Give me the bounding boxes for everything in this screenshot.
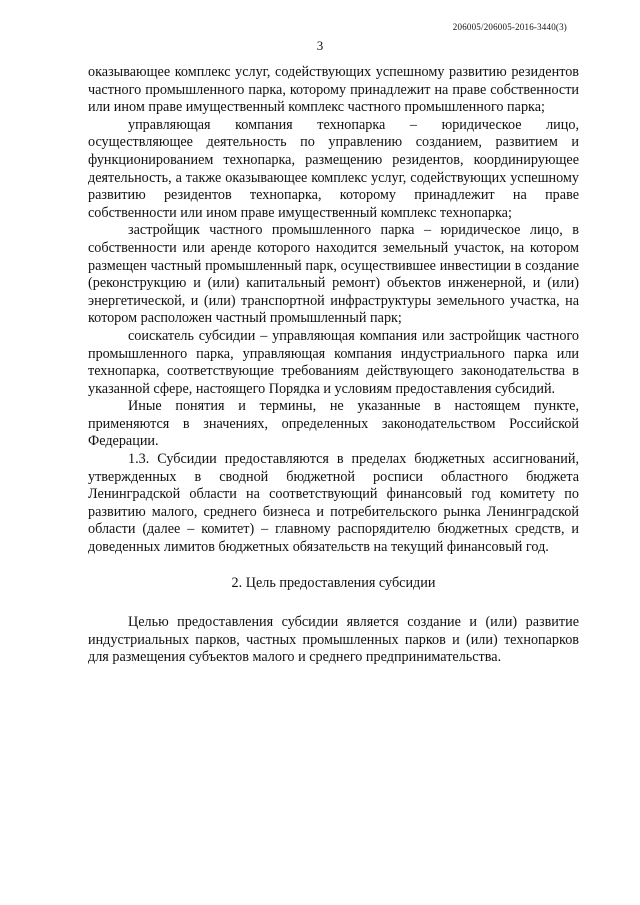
document-id: 206005/206005-2016-3440(3) bbox=[452, 22, 567, 32]
section-heading: 2. Цель предоставления субсидии bbox=[231, 574, 436, 591]
paragraph-continuation: оказывающее комплекс услуг, содействующих успешному развитию резидентов частного промышленного парка, которому принадлежит на праве собственности или ином праве имущественный комплекс частного промышленного парка; bbox=[88, 64, 579, 116]
paragraph-subsidy-purpose: Целью предоставления субсидии является создание и (или) развитие индустриальных парков, частных промышленных парков и (или) технопарков для размещения субъектов малого и среднего предпринимательства. bbox=[88, 614, 579, 666]
paragraph-clause-1-3: 1.3. Субсидии предоставляются в пределах бюджетных ассигнований, утвержденных в сводной бюджетной росписи областного бюджета Ленинградской области на соответствующий финансовый год комитету по развитию малого, среднего бизнеса и потребительского рынка Ленинградской области (далее – комитет) – главному распорядителю бюджетных средств, и доведенных лимитов бюджетных обязательств на текущий финансовый год. bbox=[88, 451, 579, 556]
paragraph-developer-private-park: застройщик частного промышленного парка – юридическое лицо, в собственности или аренде которого находится земельный участок, на котором размещен частный промышленный парк, осуществившее инвестиции в создание (реконструкцию и (или) капитальный ремонт) объектов инженерной, и (или) энергетической, и (или) транспортной инфраструктуры земельного участка, на котором расположен частный промышленный парк; bbox=[88, 222, 579, 327]
paragraph-other-terms: Иные понятия и термины, не указанные в настоящем пункте, применяются в значениях, определенных законодательством Российской Федерации. bbox=[88, 398, 579, 450]
paragraph-subsidy-applicant: соискатель субсидии – управляющая компания или застройщик частного промышленного парка, управляющая компания индустриального парка или технопарка, соответствующие требованиям действующего законодательства в указанной сфере, настоящего Порядка и условиям предоставления субсидий. bbox=[88, 327, 579, 397]
page-number: 3 bbox=[316, 38, 324, 53]
paragraph-management-company-technopark: управляющая компания технопарка – юридическое лицо, осуществляющее деятельность по управлению созданием, развитием и функционированием технопарка, размещению резидентов, координирующее деятельность, а также оказывающее комплекс услуг, содействующих успешному развитию резидентов технопарка, которому принадлежит на праве собственности или ином праве имущественный комплекс технопарка; bbox=[88, 116, 579, 221]
document-body bbox=[88, 64, 579, 667]
